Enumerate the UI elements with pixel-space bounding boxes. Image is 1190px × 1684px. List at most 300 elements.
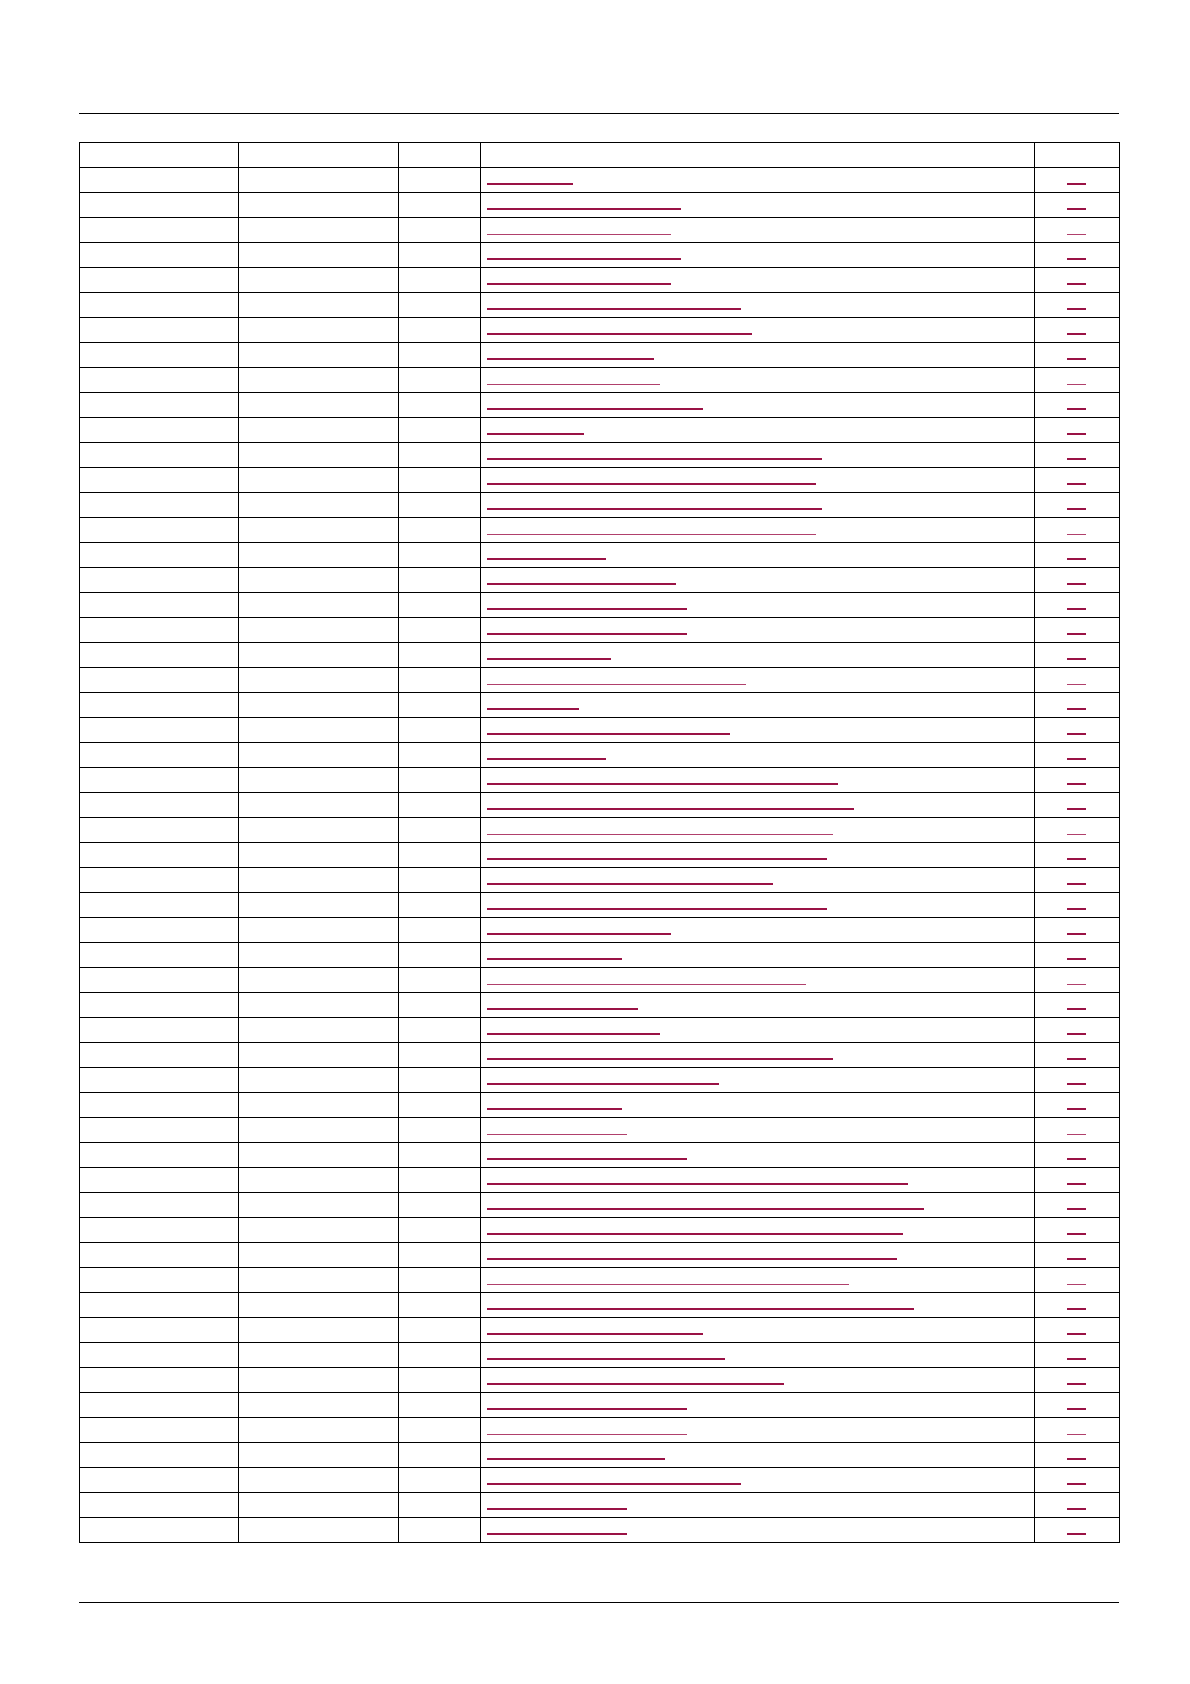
link-cell [481,393,1035,418]
page-link[interactable] [1067,408,1086,410]
page-link[interactable] [1067,834,1086,835]
hyperlink[interactable] [487,1258,897,1260]
page-link-cell [1034,643,1119,668]
table-cell [398,1143,480,1168]
table-row [80,993,1120,1018]
hyperlink[interactable] [487,1158,687,1160]
table-cell [239,1068,398,1093]
table-row [80,193,1120,218]
hyperlink[interactable] [487,1183,908,1185]
table-cell [80,443,239,468]
link-cell [481,1043,1035,1068]
table-cell [80,1193,239,1218]
link-cell [481,268,1035,293]
table-cell [239,1218,398,1243]
table-cell [239,1343,398,1368]
table-cell [398,368,480,393]
hyperlink[interactable] [487,1333,703,1335]
page-link-cell [1034,918,1119,943]
hyperlink[interactable] [487,858,827,860]
page-link[interactable] [1067,234,1086,235]
page-link[interactable] [1067,433,1086,435]
hyperlink[interactable] [487,1134,627,1135]
table-cell [398,318,480,343]
table-cell [80,1418,239,1443]
hyperlink[interactable] [487,583,676,585]
page-link[interactable] [1067,633,1086,635]
link-cell [481,568,1035,593]
page-link[interactable] [1067,1434,1086,1435]
page-link-cell [1034,1018,1119,1043]
page-link[interactable] [1067,883,1086,885]
page-link-cell [1034,343,1119,368]
table-cell [80,1343,239,1368]
hyperlink[interactable] [487,684,746,685]
hyperlink[interactable] [487,1408,687,1410]
table-cell [398,1043,480,1068]
page-link-cell [1034,543,1119,568]
hyperlink[interactable] [487,908,827,910]
hyperlink[interactable] [487,933,671,935]
hyperlink[interactable] [487,308,741,310]
table-row [80,543,1120,568]
hyperlink[interactable] [487,283,671,285]
table-cell [239,918,398,943]
page-link-cell [1034,1218,1119,1243]
page-link-cell [1034,618,1119,643]
table-row [80,1368,1120,1393]
table-cell [398,1418,480,1443]
table-cell [80,1218,239,1243]
table-cell [80,668,239,693]
table-row [80,468,1120,493]
table-cell [239,1268,398,1293]
page-link-cell [1034,668,1119,693]
table-cell [398,1018,480,1043]
page-link-cell [1034,1393,1119,1418]
link-cell [481,493,1035,518]
table-cell [80,918,239,943]
hyperlink[interactable] [487,183,573,185]
hyperlink[interactable] [487,808,854,810]
column-header [398,143,480,168]
table-cell [80,1368,239,1393]
hyperlink[interactable] [487,783,838,785]
table-cell [239,1418,398,1443]
hyperlink[interactable] [487,1483,741,1485]
table-row [80,1018,1120,1043]
hyperlink[interactable] [487,358,654,360]
table-body [80,168,1120,1543]
table-cell [239,618,398,643]
link-cell [481,1093,1035,1118]
header-rule [79,113,1119,114]
page-link[interactable] [1067,1358,1086,1360]
page-link[interactable] [1067,1383,1086,1385]
link-cell [481,918,1035,943]
table-row [80,718,1120,743]
page-link[interactable] [1067,933,1086,935]
hyperlink[interactable] [487,1108,622,1110]
page-link[interactable] [1067,1008,1086,1010]
table-row [80,343,1120,368]
table-cell [398,218,480,243]
table-cell [80,868,239,893]
table-row [80,1518,1120,1543]
page-link[interactable] [1067,333,1086,335]
hyperlink[interactable] [487,333,752,335]
hyperlink[interactable] [487,534,816,535]
hyperlink[interactable] [487,1284,849,1285]
link-cell [481,893,1035,918]
table-row [80,1318,1120,1343]
page-link[interactable] [1067,508,1086,510]
hyperlink[interactable] [487,508,822,510]
table-row [80,1168,1120,1193]
hyperlink[interactable] [487,483,816,485]
page-link-cell [1034,243,1119,268]
table-row [80,268,1120,293]
table-cell [398,1118,480,1143]
page-link[interactable] [1067,583,1086,585]
page-link[interactable] [1067,708,1086,710]
table-cell [80,618,239,643]
page-link[interactable] [1067,858,1086,860]
page-link-cell [1034,1043,1119,1068]
link-cell [481,1293,1035,1318]
link-cell [481,318,1035,343]
table-cell [398,1518,480,1543]
link-cell [481,1393,1035,1418]
hyperlink[interactable] [487,1033,660,1035]
table-row [80,768,1120,793]
page-link[interactable] [1067,684,1086,685]
link-cell [481,1318,1035,1343]
hyperlink[interactable] [487,1508,627,1510]
page-link[interactable] [1067,483,1086,485]
hyperlink[interactable] [487,258,681,260]
table-cell [80,1318,239,1343]
table-header-row [80,143,1120,168]
table-cell [80,193,239,218]
hyperlink[interactable] [487,384,660,385]
document-table [79,142,1120,1543]
table-row [80,1493,1120,1518]
table-cell [398,668,480,693]
page-link[interactable] [1067,908,1086,910]
table-row [80,1218,1120,1243]
table-cell [239,418,398,443]
page-link-cell [1034,418,1119,443]
table-row [80,443,1120,468]
table-cell [239,718,398,743]
page-link-cell [1034,1518,1119,1543]
table-cell [80,1268,239,1293]
table-row [80,568,1120,593]
table-cell [398,1168,480,1193]
page-link[interactable] [1067,1208,1086,1210]
link-cell [481,543,1035,568]
table-cell [398,443,480,468]
hyperlink[interactable] [487,1358,725,1360]
hyperlink[interactable] [487,1383,784,1385]
page-link[interactable] [1067,1158,1086,1160]
table-cell [80,1168,239,1193]
table-cell [80,718,239,743]
page-link[interactable] [1067,1483,1086,1485]
page-link[interactable] [1067,258,1086,260]
table-cell [398,568,480,593]
table-row [80,893,1120,918]
link-cell [481,243,1035,268]
table-cell [239,1493,398,1518]
table-cell [80,693,239,718]
link-cell [481,943,1035,968]
table-cell [80,768,239,793]
hyperlink[interactable] [487,433,584,435]
hyperlink[interactable] [487,558,606,560]
hyperlink[interactable] [487,633,687,635]
hyperlink[interactable] [487,608,687,610]
page-link[interactable] [1067,733,1086,735]
hyperlink[interactable] [487,1208,924,1210]
page-link[interactable] [1067,1408,1086,1410]
hyperlink[interactable] [487,733,730,735]
link-cell [481,1343,1035,1368]
column-header [80,143,239,168]
hyperlink[interactable] [487,834,833,835]
hyperlink[interactable] [487,458,822,460]
page-link[interactable] [1067,1183,1086,1185]
table-cell [239,168,398,193]
page-link[interactable] [1067,534,1086,535]
link-cell [481,1068,1035,1093]
page-link[interactable] [1067,984,1086,985]
table-cell [239,843,398,868]
page-link-cell [1034,943,1119,968]
link-cell [481,1243,1035,1268]
link-cell [481,193,1035,218]
hyperlink[interactable] [487,1058,833,1060]
table-cell [398,1443,480,1468]
hyperlink[interactable] [487,1533,627,1535]
page-link[interactable] [1067,1258,1086,1260]
link-cell [481,443,1035,468]
table-cell [239,518,398,543]
page-link[interactable] [1067,384,1086,385]
table-cell [239,1518,398,1543]
hyperlink[interactable] [487,958,622,960]
hyperlink[interactable] [487,1233,903,1235]
table-cell [80,418,239,443]
table-cell [80,1518,239,1543]
page-link[interactable] [1067,1108,1086,1110]
page-link[interactable] [1067,1233,1086,1235]
page-link[interactable] [1067,283,1086,285]
table-cell [239,793,398,818]
column-header [239,143,398,168]
table-cell [398,743,480,768]
hyperlink[interactable] [487,1308,914,1310]
page-link[interactable] [1067,183,1086,185]
table-row [80,693,1120,718]
table-cell [239,368,398,393]
hyperlink[interactable] [487,1083,719,1085]
hyperlink[interactable] [487,984,806,985]
table-cell [80,1093,239,1118]
hyperlink[interactable] [487,883,773,885]
page-link-cell [1034,1368,1119,1393]
table-cell [80,943,239,968]
page-link-cell [1034,268,1119,293]
table-cell [239,1468,398,1493]
table-cell [239,893,398,918]
link-cell [481,693,1035,718]
page-link[interactable] [1067,458,1086,460]
page-link[interactable] [1067,958,1086,960]
page-link[interactable] [1067,1458,1086,1460]
table-row [80,643,1120,668]
page-link-cell [1034,443,1119,468]
page-link-cell [1034,293,1119,318]
table-cell [80,1493,239,1518]
table-cell [398,1468,480,1493]
table-cell [80,1443,239,1468]
table-cell [239,868,398,893]
page-link[interactable] [1067,1308,1086,1310]
page-link[interactable] [1067,1284,1086,1285]
table-cell [239,993,398,1018]
table-row [80,418,1120,443]
page-link-cell [1034,893,1119,918]
link-cell [481,168,1035,193]
table-cell [80,493,239,518]
link-cell [481,468,1035,493]
page-link-cell [1034,593,1119,618]
table-cell [398,1068,480,1093]
table-row [80,293,1120,318]
hyperlink[interactable] [487,708,579,710]
table-cell [398,168,480,193]
link-cell [481,1493,1035,1518]
page-link[interactable] [1067,1508,1086,1510]
table-cell [239,443,398,468]
page-link[interactable] [1067,358,1086,360]
link-cell [481,618,1035,643]
link-cell [481,768,1035,793]
page-link[interactable] [1067,808,1086,810]
link-cell [481,1443,1035,1468]
page-link[interactable] [1067,1533,1086,1535]
table-cell [239,1443,398,1468]
table-cell [398,818,480,843]
table-cell [398,593,480,618]
page-link[interactable] [1067,1083,1086,1085]
hyperlink[interactable] [487,408,703,410]
table-row [80,1043,1120,1068]
hyperlink[interactable] [487,1458,665,1460]
page-link-cell [1034,1193,1119,1218]
table-cell [80,993,239,1018]
table-cell [239,468,398,493]
page-link[interactable] [1067,308,1086,310]
page-link-cell [1034,1343,1119,1368]
table-cell [398,893,480,918]
page-link[interactable] [1067,758,1086,760]
table-cell [398,1193,480,1218]
table-cell [80,1243,239,1268]
table-cell [80,743,239,768]
table-cell [398,618,480,643]
column-header [481,143,1035,168]
link-cell [481,418,1035,443]
link-cell [481,718,1035,743]
hyperlink[interactable] [487,234,671,235]
table-row [80,493,1120,518]
table-cell [398,793,480,818]
table-cell [80,1018,239,1043]
page-link[interactable] [1067,558,1086,560]
table-cell [398,943,480,968]
page-link[interactable] [1067,1058,1086,1060]
table-cell [239,1143,398,1168]
page-link-cell [1034,1068,1119,1093]
page-link-cell [1034,1143,1119,1168]
hyperlink[interactable] [487,658,611,660]
page-link[interactable] [1067,1134,1086,1135]
page-link[interactable] [1067,1333,1086,1335]
link-cell [481,643,1035,668]
table-row [80,618,1120,643]
table-cell [398,243,480,268]
page-link-cell [1034,843,1119,868]
table-cell [80,268,239,293]
hyperlink[interactable] [487,758,606,760]
page-link-cell [1034,1493,1119,1518]
link-cell [481,818,1035,843]
page-link-cell [1034,1443,1119,1468]
page-link[interactable] [1067,608,1086,610]
page-link[interactable] [1067,1033,1086,1035]
link-cell [481,1518,1035,1543]
page-link[interactable] [1067,208,1086,210]
table-cell [80,368,239,393]
hyperlink[interactable] [487,1008,638,1010]
table-cell [398,1368,480,1393]
page-link-cell [1034,393,1119,418]
table-row [80,818,1120,843]
table-row [80,843,1120,868]
hyperlink[interactable] [487,208,681,210]
table-cell [239,943,398,968]
table-row [80,218,1120,243]
table-cell [80,1393,239,1418]
table-cell [239,818,398,843]
table-cell [398,643,480,668]
page-link[interactable] [1067,658,1086,660]
link-cell [481,218,1035,243]
table-cell [80,1043,239,1068]
page-link-cell [1034,1468,1119,1493]
table-cell [80,393,239,418]
table-cell [239,1093,398,1118]
page-link-cell [1034,1118,1119,1143]
page-link[interactable] [1067,783,1086,785]
hyperlink[interactable] [487,1434,687,1435]
table-cell [398,968,480,993]
link-cell [481,793,1035,818]
link-cell [481,1118,1035,1143]
